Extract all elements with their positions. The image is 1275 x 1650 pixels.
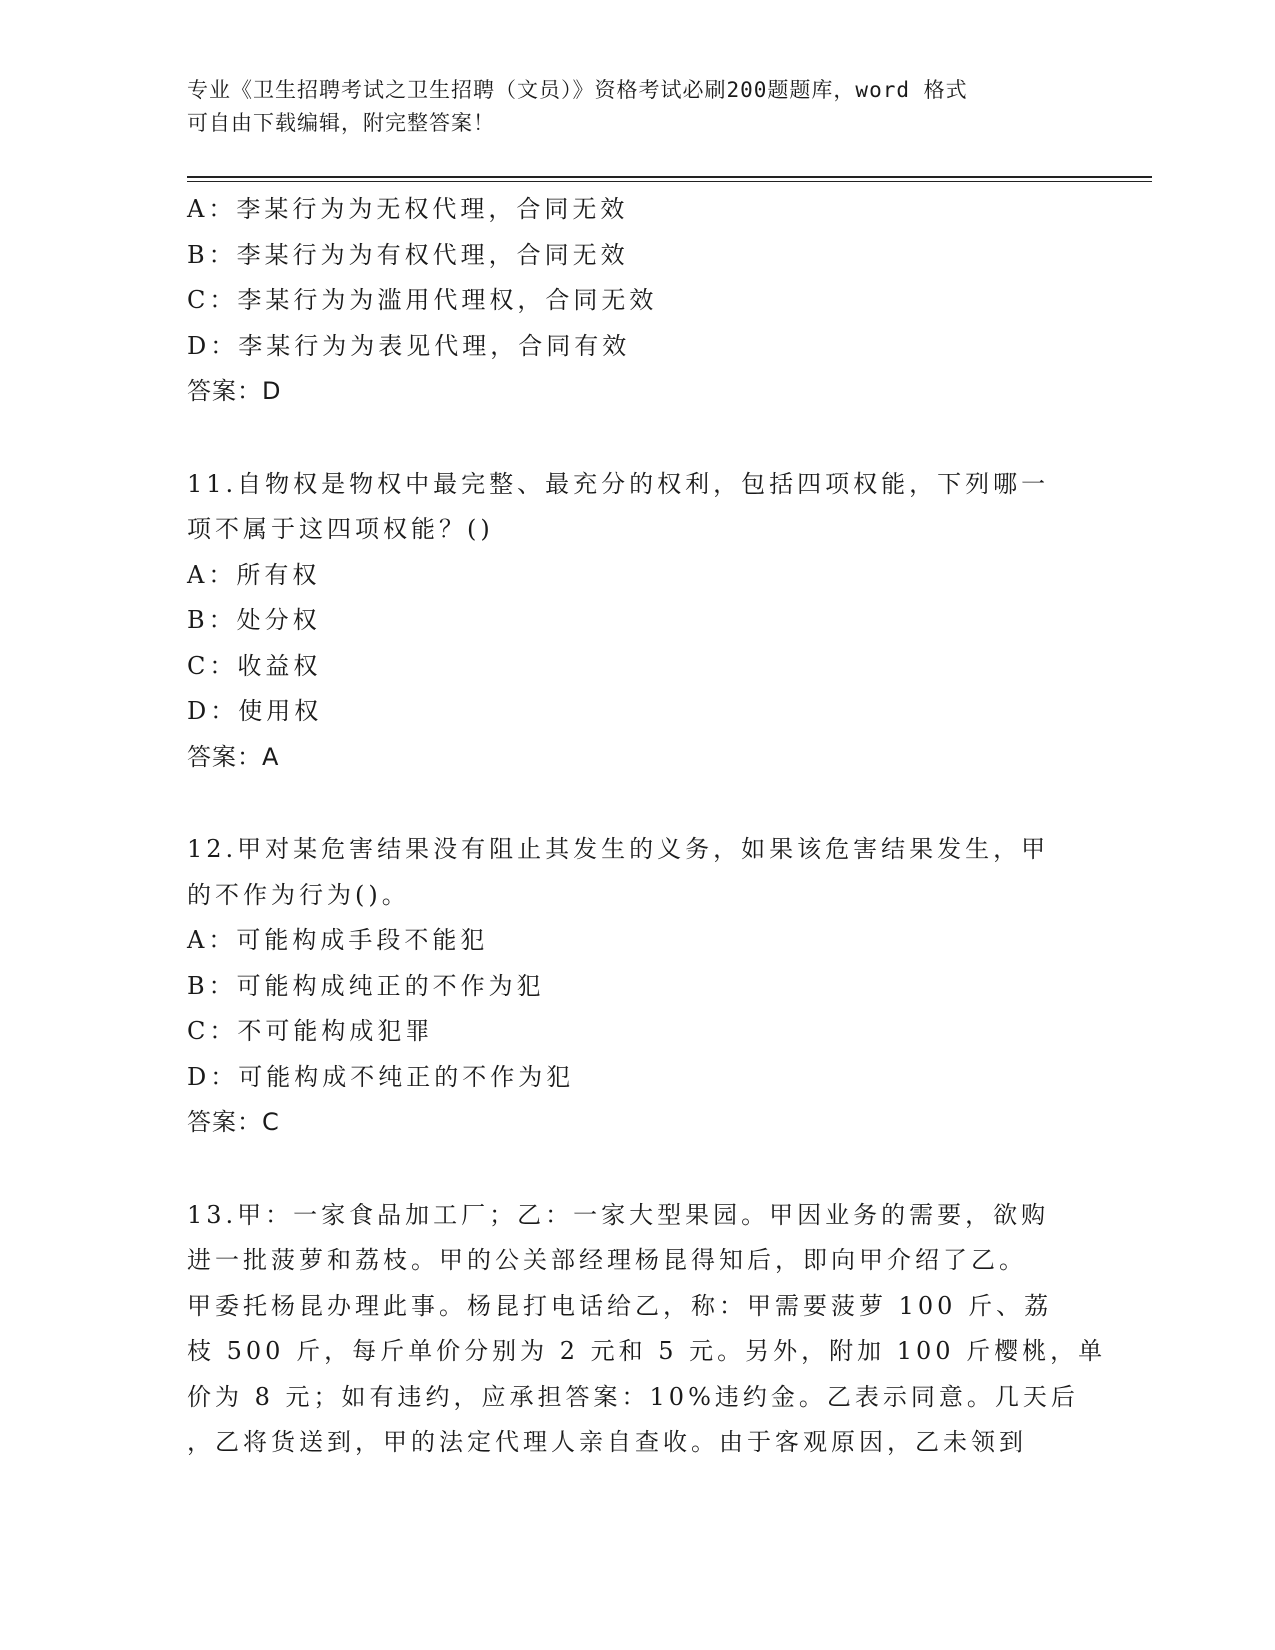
option-b: B：可能构成纯正的不作为犯 bbox=[187, 971, 545, 1000]
option-a: A：李某行为为无权代理，合同无效 bbox=[187, 195, 629, 223]
answer-line: 答案：C bbox=[187, 1108, 280, 1136]
header-divider bbox=[187, 176, 1152, 182]
option-c: C：收益权 bbox=[187, 651, 322, 680]
question-text-line: 的不作为行为()。 bbox=[187, 880, 410, 909]
answer-line: 答案：A bbox=[187, 742, 280, 771]
question-text-line: 进一批菠萝和荔枝。甲的公关部经理杨昆得知后，即向甲介绍了乙。 bbox=[187, 1246, 1027, 1274]
question-text-line: ，乙将货送到，甲的法定代理人亲自查收。由于客观原因，乙未领到 bbox=[187, 1428, 1027, 1456]
header-line-1: 专业《卫生招聘考试之卫生招聘（文员）》资格考试必刷200题题库，word 格式 bbox=[187, 78, 968, 102]
question-block-13 bbox=[187, 1193, 1107, 1466]
option-b: B：李某行为为有权代理，合同无效 bbox=[187, 240, 629, 269]
question-text-line: 13.甲：一家食品加工厂；乙：一家大型果园。甲因业务的需要，欲购 bbox=[187, 1200, 1050, 1229]
question-text-line: 12.甲对某危害结果没有阻止其发生的义务，如果该危害结果发生，甲 bbox=[187, 835, 1050, 863]
answer-line: 答案：D bbox=[187, 377, 282, 405]
question-text-line: 甲委托杨昆办理此事。杨昆打电话给乙，称：甲需要菠萝 100 斤、荔 bbox=[187, 1291, 1053, 1320]
question-text-line: 价为 8 元；如有违约，应承担答案：10%违约金。乙表示同意。几天后 bbox=[187, 1382, 1079, 1411]
option-d: D：李某行为为表见代理，合同有效 bbox=[187, 331, 631, 360]
option-b: B：处分权 bbox=[187, 606, 321, 634]
question-block-10 bbox=[187, 187, 1087, 415]
option-a: A：所有权 bbox=[187, 560, 321, 589]
option-d: D：可能构成不纯正的不作为犯 bbox=[187, 1062, 575, 1091]
question-text-line: 枝 500 斤，每斤单价分别为 2 元和 5 元。另外，附加 100 斤樱桃，单 bbox=[187, 1337, 1107, 1365]
question-block-12 bbox=[187, 827, 1087, 1146]
option-c: C：李某行为为滥用代理权，合同无效 bbox=[187, 286, 658, 314]
header-line-2: 可自由下载编辑，附完整答案！ bbox=[187, 111, 495, 135]
question-text-line: 11.自物权是物权中最完整、最充分的权利，包括四项权能，下列哪一 bbox=[187, 469, 1050, 498]
question-list bbox=[187, 187, 1107, 1466]
option-a: A：可能构成手段不能犯 bbox=[187, 926, 489, 954]
option-c: C：不可能构成犯罪 bbox=[187, 1017, 434, 1045]
option-d: D：使用权 bbox=[187, 697, 323, 725]
question-text-line: 项不属于这四项权能？() bbox=[187, 515, 494, 543]
document-header bbox=[187, 74, 1067, 140]
question-block-11 bbox=[187, 462, 1087, 781]
